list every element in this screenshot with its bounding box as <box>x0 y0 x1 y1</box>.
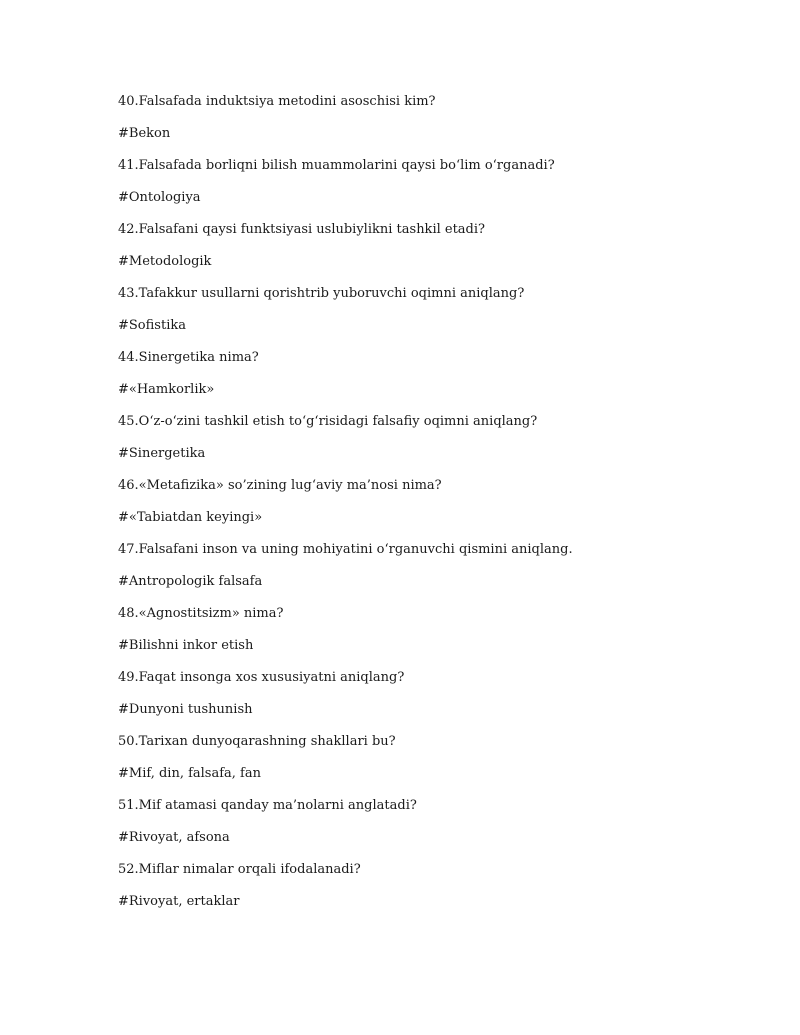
answer-text: #Antropologik falsafa <box>118 574 263 589</box>
answer-text: #Bilishni inkor etish <box>118 638 254 653</box>
answer-text: #Bekon <box>118 126 171 141</box>
question-text: 45.O‘z-o‘zini tashkil etish to‘g‘risidagi falsafiy oqimni aniqlang? <box>118 414 538 429</box>
answer-text: #Rivoyat, ertaklar <box>118 894 240 909</box>
question-text: 50.Tarixan dunyoqarashning shakllari bu? <box>118 734 396 749</box>
question-text: 46.«Metafizika» so’zining lug‘aviy ma’nosi nima? <box>118 478 442 493</box>
answer-text: #«Hamkorlik» <box>118 382 215 397</box>
question-text: 44.Sinergetika nima? <box>118 350 259 365</box>
question-text: 48.«Agnostitsizm» nima? <box>118 606 284 621</box>
question-text: 47.Falsafani inson va uning mohiyatini o‘rganuvchi qismini aniqlang. <box>118 542 573 557</box>
question-text: 51.Mif atamasi qanday ma’nolarni anglatadi? <box>118 798 417 813</box>
question-text: 52.Miflar nimalar orqali ifodalanadi? <box>118 862 361 877</box>
answer-text: #«Tabiatdan keyingi» <box>118 510 263 525</box>
question-text: 49.Faqat insonga xos xususiyatni aniqlang? <box>118 670 405 685</box>
answer-text: #Ontologiya <box>118 190 201 205</box>
question-text: 43.Tafakkur usullarni qorishtrib yuboruvchi oqimni aniqlang? <box>118 286 525 301</box>
question-text: 42.Falsafani qaysi funktsiyasi uslubiylikni tashkil etadi? <box>118 222 486 237</box>
document-page <box>118 92 738 924</box>
question-text: 41.Falsafada borliqni bilish muammolarini qaysi bo‘lim o‘rganadi? <box>118 158 555 173</box>
answer-text: #Sinergetika <box>118 446 206 461</box>
answer-text: #Metodologik <box>118 254 212 269</box>
question-text: 40.Falsafada induktsiya metodini asoschisi kim? <box>118 94 436 109</box>
answer-text: #Dunyoni tushunish <box>118 702 253 717</box>
answer-text: #Sofistika <box>118 318 186 333</box>
answer-text: #Mif, din, falsafa, fan <box>118 766 261 781</box>
answer-text: #Rivoyat, afsona <box>118 830 230 845</box>
